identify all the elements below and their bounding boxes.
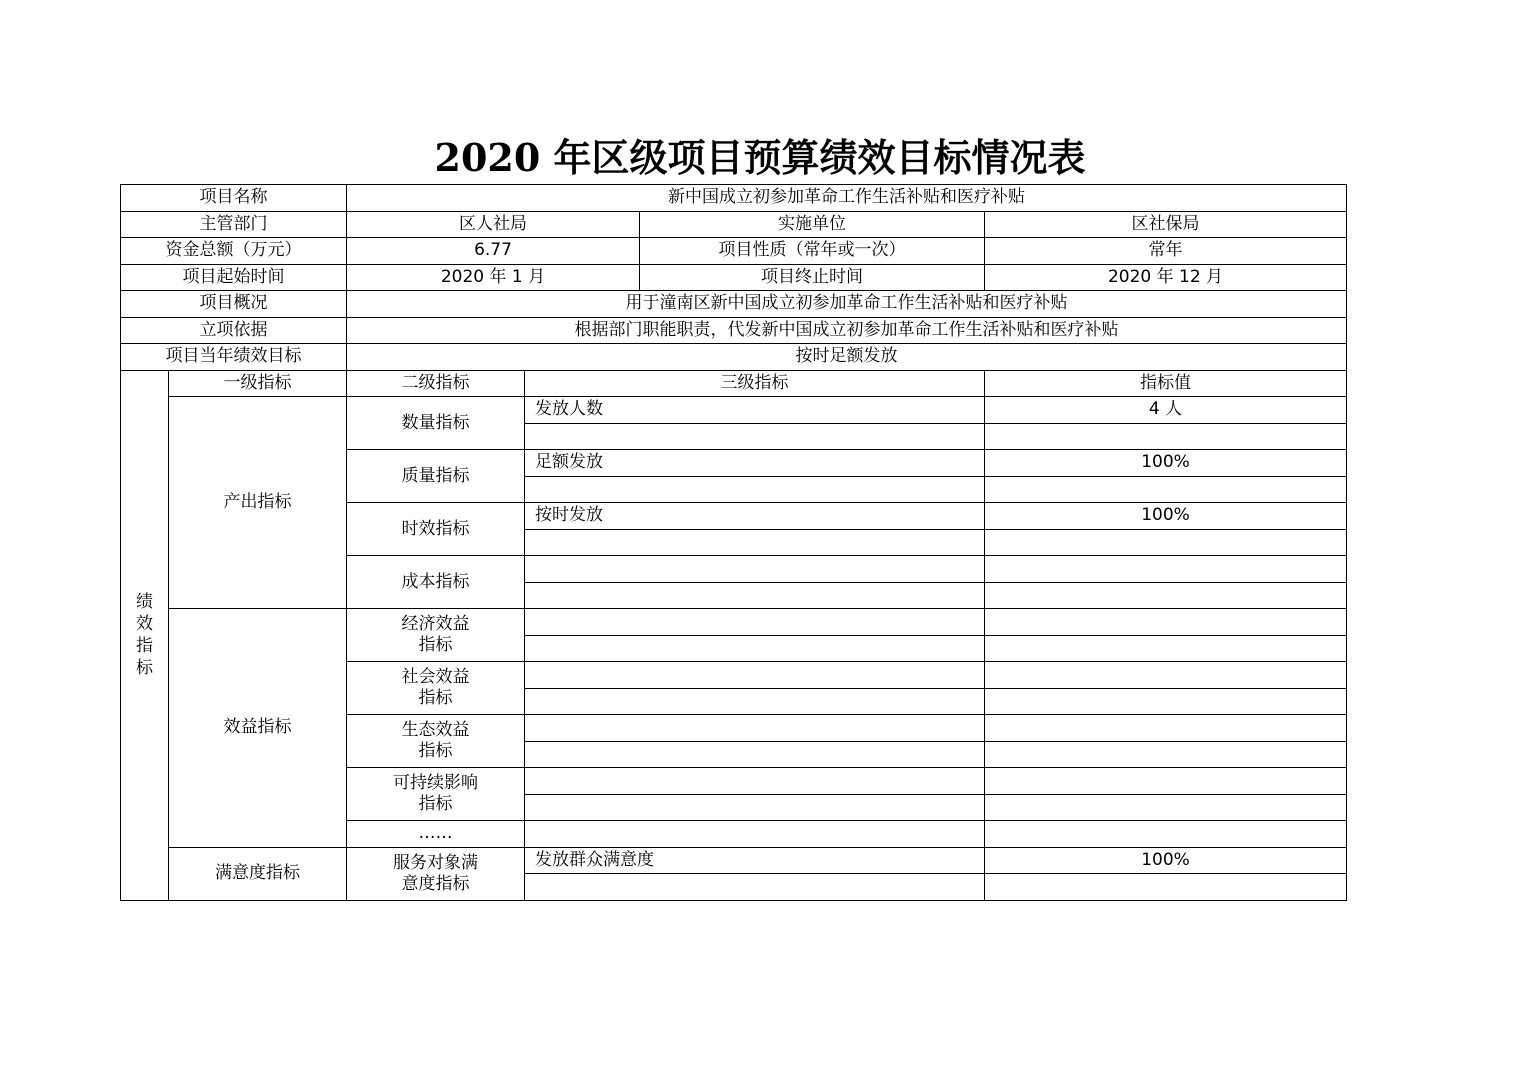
- sustain-indicator-label: [347, 768, 525, 821]
- empty-cell: [985, 529, 1347, 556]
- empty-cell: [525, 582, 985, 609]
- service-indicator-label: [347, 847, 525, 900]
- table-row: [121, 847, 1347, 874]
- service-indicator-text: 服务对象满意度指标: [393, 852, 478, 894]
- dept-value: 区人社局: [347, 211, 640, 238]
- basis-row: [121, 317, 1347, 344]
- unit-value: 区社保局: [985, 211, 1347, 238]
- nature-label: 项目性质（常年或一次）: [640, 238, 985, 265]
- quantity-item-name: 发放人数: [525, 397, 985, 424]
- empty-cell: [985, 582, 1347, 609]
- empty-cell: [525, 556, 985, 583]
- empty-cell: [525, 821, 985, 848]
- quality-item-name: 足额发放: [525, 450, 985, 477]
- empty-cell: [525, 768, 985, 795]
- empty-cell: [525, 476, 985, 503]
- cost-indicator-label: 成本指标: [347, 556, 525, 609]
- basis-value: 根据部门职能职责，代发新中国成立初参加革命工作生活补贴和医疗补贴: [347, 317, 1347, 344]
- fund-value: 6.77: [347, 238, 640, 265]
- dept-label: 主管部门: [121, 211, 347, 238]
- empty-cell: [985, 635, 1347, 662]
- quality-indicator-label: 质量指标: [347, 450, 525, 503]
- quantity-item-value: 4 人: [985, 397, 1347, 424]
- page-title: 2020 年区级项目预算绩效目标情况表: [434, 135, 1086, 180]
- perf-header-row: [121, 370, 1347, 397]
- empty-cell: [525, 423, 985, 450]
- social-indicator-text: 社会效益指标: [401, 667, 470, 708]
- benefit-indicator-label: 效益指标: [169, 609, 347, 848]
- eco-indicator-label: [347, 715, 525, 768]
- quality-item-value: 100%: [985, 450, 1347, 477]
- empty-cell: [985, 609, 1347, 636]
- perf-section-text: 绩效指标: [136, 592, 153, 678]
- empty-cell: [985, 821, 1347, 848]
- basis-label: 立项依据: [121, 317, 347, 344]
- time-item-value: 100%: [985, 503, 1347, 530]
- empty-cell: [525, 794, 985, 821]
- empty-cell: [525, 609, 985, 636]
- time-indicator-label: 时效指标: [347, 503, 525, 556]
- project-name-value: 新中国成立初参加革命工作生活补贴和医疗补贴: [347, 185, 1347, 212]
- end-label: 项目终止时间: [640, 264, 985, 291]
- start-label: 项目起始时间: [121, 264, 347, 291]
- fund-label: 资金总额（万元）: [121, 238, 347, 265]
- unit-label: 实施单位: [640, 211, 985, 238]
- start-value: 2020 年 1 月: [347, 264, 640, 291]
- header-level3: 三级指标: [525, 370, 985, 397]
- empty-cell: [525, 662, 985, 689]
- eco-indicator-text: 生态效益指标: [401, 720, 470, 761]
- economic-indicator-text: 经济效益指标: [401, 614, 470, 655]
- header-value: 指标值: [985, 370, 1347, 397]
- empty-cell: [525, 715, 985, 742]
- empty-cell: [985, 874, 1347, 901]
- empty-cell: [985, 556, 1347, 583]
- empty-cell: [985, 662, 1347, 689]
- overview-label: 项目概况: [121, 291, 347, 318]
- empty-cell: [525, 529, 985, 556]
- project-name-row: [121, 185, 1347, 212]
- economic-indicator-label: [347, 609, 525, 662]
- header-level2: 二级指标: [347, 370, 525, 397]
- goal-row: [121, 344, 1347, 371]
- sustain-indicator-text: 可持续影响指标: [393, 773, 478, 814]
- dept-row: [121, 211, 1347, 238]
- budget-performance-table: [120, 184, 1347, 901]
- empty-cell: [525, 688, 985, 715]
- satisfaction-indicator-label: 满意度指标: [169, 847, 347, 900]
- empty-cell: [985, 423, 1347, 450]
- time-item-name: 按时发放: [525, 503, 985, 530]
- table-row: [121, 609, 1347, 636]
- header-level1: 一级指标: [169, 370, 347, 397]
- empty-cell: [525, 635, 985, 662]
- empty-cell: [985, 688, 1347, 715]
- quantity-indicator-label: 数量指标: [347, 397, 525, 450]
- goal-label: 项目当年绩效目标: [121, 344, 347, 371]
- satisfaction-item-name: 发放群众满意度: [525, 847, 985, 874]
- satisfaction-item-value: 100%: [985, 847, 1347, 874]
- empty-cell: [985, 741, 1347, 768]
- social-indicator-label: [347, 662, 525, 715]
- fund-row: [121, 238, 1347, 265]
- period-row: [121, 264, 1347, 291]
- overview-value: 用于潼南区新中国成立初参加革命工作生活补贴和医疗补贴: [347, 291, 1347, 318]
- perf-section-label: [121, 370, 169, 900]
- table-row: [121, 397, 1347, 424]
- empty-cell: [525, 874, 985, 901]
- output-indicator-label: 产出指标: [169, 397, 347, 609]
- empty-cell: [985, 476, 1347, 503]
- end-value: 2020 年 12 月: [985, 264, 1347, 291]
- nature-value: 常年: [985, 238, 1347, 265]
- goal-value: 按时足额发放: [347, 344, 1347, 371]
- empty-cell: [985, 794, 1347, 821]
- project-name-label: 项目名称: [121, 185, 347, 212]
- empty-cell: [525, 741, 985, 768]
- empty-cell: [985, 715, 1347, 742]
- ellipsis-label: ……: [347, 821, 525, 848]
- empty-cell: [985, 768, 1347, 795]
- overview-row: [121, 291, 1347, 318]
